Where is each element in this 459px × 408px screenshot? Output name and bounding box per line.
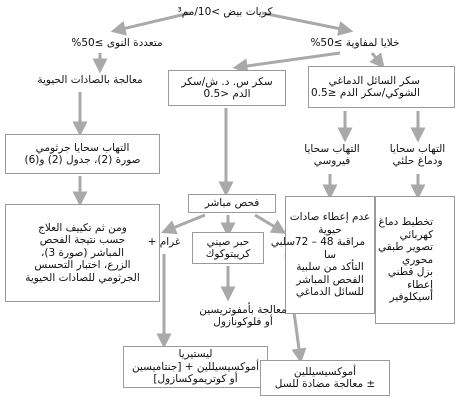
node-lymphocytes: خلايا لمفاوية ≥50% <box>310 36 400 49</box>
arrow-direct-negative <box>255 215 280 230</box>
node-india-ink-cryptococcus: حبر صيني كريبتوكوك <box>192 232 264 264</box>
node-antifungal-treatment: معالجة بأمفوتريسين أو فلوكونازول <box>199 303 287 328</box>
node-listeria-treatment: ليستيريا أموكسيسيللين + [جنتاميسين أو كوتريموكسازول] <box>123 346 268 388</box>
arrow-mono-sugar-low <box>240 53 340 67</box>
node-no-antibiotics: عدم إعطاء صادات حيوية مراقبة 48 – 72 سا التأكد من سلبية الفحص المباشر للسائل الدماغي <box>285 196 375 314</box>
node-antibiotic-treatment: معالجة بالصادات الحيوية <box>37 73 143 86</box>
node-tb-treatment: أموكسيسيللين ± معالجة مضادة للسل <box>260 360 390 396</box>
node-viral-meningitis: التهاب سحايا فيروسي <box>304 142 360 167</box>
node-negative: سلبي <box>270 235 296 248</box>
node-polynuclear: متعددة النوى ≥50% <box>71 36 163 49</box>
node-bacterial-meningitis: التهاب سحايا جرثومي صورة (2)، جدول (2) و(6) <box>5 134 160 174</box>
node-adjust-treatment: ومن ثم تكييف العلاج حسب نتيجة الفحص المباشر (صورة 3)، الزرع، اختبار التحسس الجرثومي للصادات الحيوية <box>5 204 160 302</box>
node-csf-sugar-low: سكر س. د. ش/سكر الدم <0.5 <box>168 70 286 106</box>
node-diagnostic-tests: تخطيط دماغ كهربائي تصوير طبقي محوري بزل قطني إعطاء أسيكلوفير <box>375 196 455 324</box>
node-gram-positive: غرام + <box>147 235 181 248</box>
node-wbc-count: كريات بيض >10/مم³ <box>177 5 273 18</box>
arrow-mono-sugar-high <box>372 53 380 63</box>
arrow-direct-gram <box>168 215 205 230</box>
node-herpes-encephalitis: التهاب سحايا ودماغ حلئي <box>389 142 446 167</box>
node-direct-exam: فحص مباشر <box>188 194 276 213</box>
node-csf-sugar-high: سكر السائل الدماغي الشوكي/سكر الدم ≤0.5 <box>308 66 455 108</box>
